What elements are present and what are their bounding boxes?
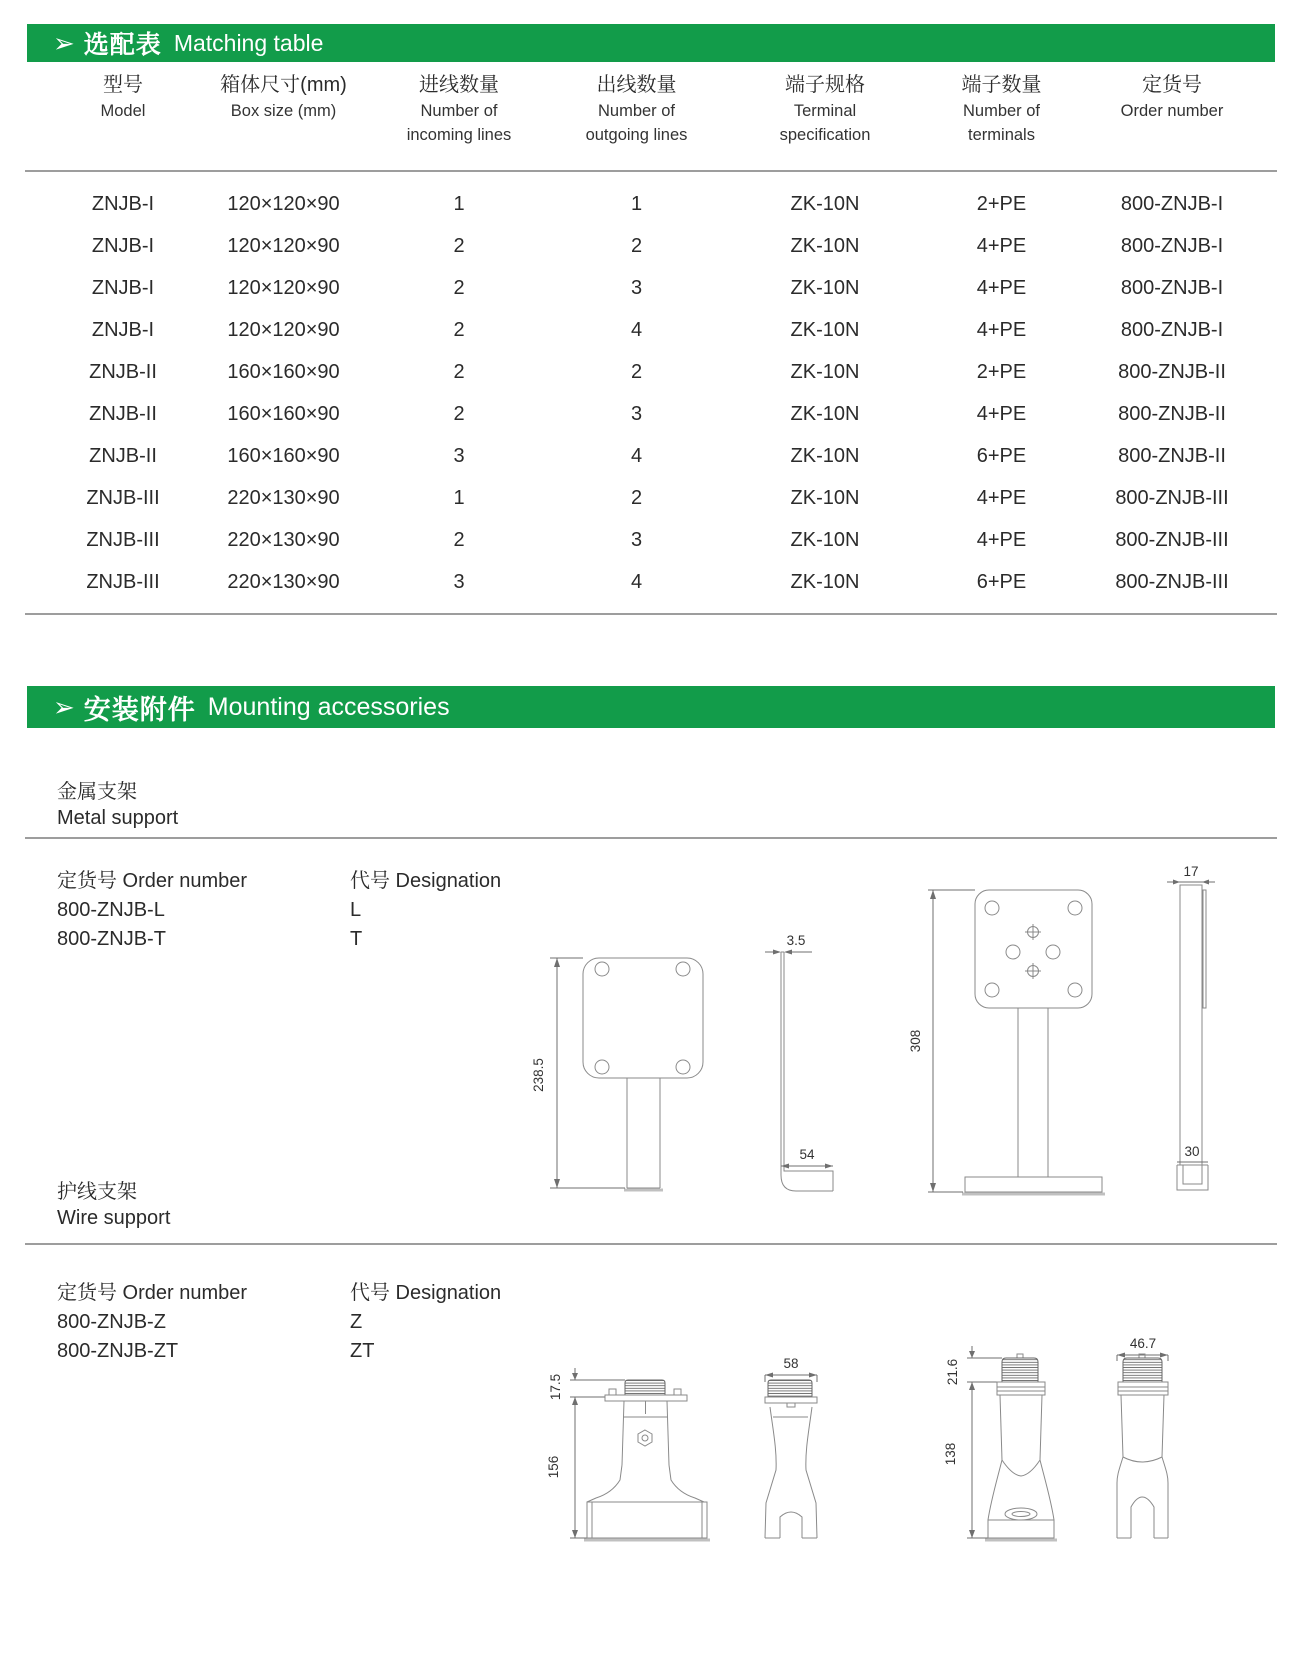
dim-z-top-width: 58 [783,1356,799,1371]
wire-support-designations [350,1279,501,1366]
column-header-box-size: 箱体尺寸(mm) Box size (mm) [220,74,347,120]
dim-l-plate-thickness: 3.5 [786,933,806,948]
designation-label: 代号 Designation [350,1282,502,1304]
order-number: 800-ZNJB-L [57,899,165,921]
table-header [43,72,1272,147]
column-header-incoming-lines: 进线数量 Number of incoming lines [406,74,512,144]
dim-zt-cap-height: 21.6 [945,1358,960,1386]
metal-support-t-drawing [905,860,1235,1210]
table-row: ZNJB-I 120×120×90 2 3 ZK-10N 4+PE 800-ZNJB-I [91,277,1224,299]
dim-z-flange-height: 17.5 [548,1373,563,1401]
matching-table-section-header [27,24,1275,62]
order-number: 800-ZNJB-ZT [57,1340,179,1362]
dim-zt-body-height: 138 [943,1442,958,1466]
metal-support-l-drawing [520,925,850,1205]
metal-support-designations [350,867,501,954]
designation-label: 代号 Designation [350,870,502,892]
dim-l-total-height: 238.5 [531,1058,546,1092]
column-header-order-number: 定货号 Order number [1120,74,1224,120]
section-title-en: Mounting accessories [207,692,450,721]
table-row: ZNJB-I 120×120×90 1 1 ZK-10N 2+PE 800-ZNJB-I [91,193,1224,215]
order-number: 800-ZNJB-T [57,928,166,950]
dim-zt-top-width: 46.7 [1129,1336,1157,1351]
column-header-terminal-spec: 端子规格 Terminal specification [779,74,871,144]
wire-support-zt-drawing [935,1335,1235,1555]
metal-support-rule [25,837,1277,839]
order-number: 800-ZNJB-Z [57,1311,166,1333]
wire-support-z-drawing [540,1335,860,1555]
matching-table-body [43,183,1272,603]
dim-t-total-height: 308 [908,1029,923,1053]
dim-t-channel-width: 30 [1184,1144,1200,1159]
table-row: ZNJB-III 220×130×90 2 3 ZK-10N 4+PE 800-ZNJB-III [86,529,1229,551]
wire-support-order-numbers [57,1279,247,1366]
section-title-en: Matching table [173,29,324,56]
metal-support-order-numbers [57,867,247,954]
designation: ZT [350,1340,375,1362]
mounting-accessories-section-header [27,686,1275,728]
table-row: ZNJB-I 120×120×90 2 4 ZK-10N 4+PE 800-ZNJB-I [91,319,1224,341]
dim-z-body-height: 156 [546,1455,561,1479]
wire-support-subtitle: 护线支架 Wire support [57,1181,171,1229]
dim-l-foot-width: 54 [799,1147,815,1162]
table-row: ZNJB-II 160×160×90 3 4 ZK-10N 6+PE 800-ZNJB-II [89,445,1226,467]
table-top-rule [25,170,1277,172]
table-row: ZNJB-II 160×160×90 2 2 ZK-10N 2+PE 800-ZNJB-II [89,361,1226,383]
table-row: ZNJB-I 120×120×90 2 2 ZK-10N 4+PE 800-ZNJB-I [91,235,1224,257]
column-header-outgoing-lines: 出线数量 Number of outgoing lines [585,74,688,144]
column-header-model: 型号 Model [100,74,146,120]
order-number-label: 定货号 Order number [57,870,248,892]
designation: T [350,928,363,950]
order-number-label: 定货号 Order number [57,1282,248,1304]
dim-t-top-width: 17 [1183,864,1199,879]
column-header-terminal-count: 端子数量 Number of terminals [961,74,1042,144]
section-title-zh: 安装附件 [83,694,196,725]
designation: Z [350,1311,363,1333]
table-row: ZNJB-III 220×130×90 3 4 ZK-10N 6+PE 800-ZNJB-III [86,571,1229,593]
arrow-icon: ➢ [53,692,75,722]
arrow-icon: ➢ [53,28,75,58]
section-title-zh: 选配表 [83,31,162,59]
wire-support-rule [25,1243,1277,1245]
table-bottom-rule [25,613,1277,615]
table-row: ZNJB-III 220×130×90 1 2 ZK-10N 4+PE 800-ZNJB-III [86,487,1229,509]
designation: L [350,899,362,921]
table-row: ZNJB-II 160×160×90 2 3 ZK-10N 4+PE 800-ZNJB-II [89,403,1226,425]
metal-support-subtitle: 金属支架 Metal support [57,781,179,829]
